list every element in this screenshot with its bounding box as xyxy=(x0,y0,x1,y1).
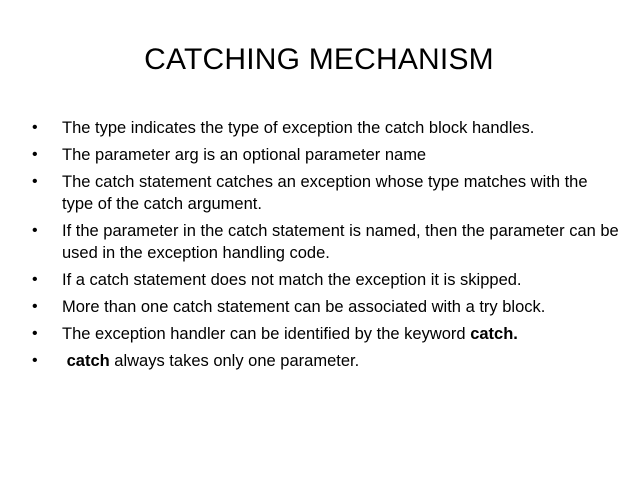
keyword-text: catch xyxy=(66,352,110,370)
bullet-text: The parameter arg is an optional parameter name xyxy=(62,146,427,164)
bullet-item xyxy=(32,144,622,166)
bullet-icon: • xyxy=(32,146,38,163)
bullet-text: If the parameter in the catch statement is named, then the parameter can be used in the exception handling code. xyxy=(62,222,619,262)
bullet-text: More than one catch statement can be associated with a try block. xyxy=(62,298,546,316)
bullet-icon: • xyxy=(32,222,38,239)
bullet-list xyxy=(32,117,622,377)
bullet-icon: • xyxy=(32,271,38,288)
bullet-text: The exception handler can be identified by the keyword xyxy=(62,325,471,343)
keyword-text: catch. xyxy=(470,325,518,343)
bullet-item xyxy=(32,323,622,345)
bullet-icon: • xyxy=(32,298,38,315)
bullet-item xyxy=(32,171,622,215)
bullet-text: always takes only one parameter. xyxy=(109,352,360,370)
bullet-text: If a catch statement does not match the exception it is skipped. xyxy=(62,271,522,289)
bullet-icon: • xyxy=(32,325,38,342)
bullet-icon: • xyxy=(32,119,38,136)
bullet-item xyxy=(32,296,622,318)
bullet-item xyxy=(32,117,622,139)
bullet-item xyxy=(32,220,622,264)
bullet-icon: • xyxy=(32,173,38,190)
bullet-text: The catch statement catches an exception whose type matches with the type of the catch argument. xyxy=(62,173,588,213)
bullet-icon: • xyxy=(32,352,38,369)
bullet-item xyxy=(32,269,622,291)
bullet-item xyxy=(32,350,622,372)
bullet-text: The type indicates the type of exception the catch block handles. xyxy=(62,119,535,137)
slide-title: CATCHING MECHANISM xyxy=(144,43,494,76)
